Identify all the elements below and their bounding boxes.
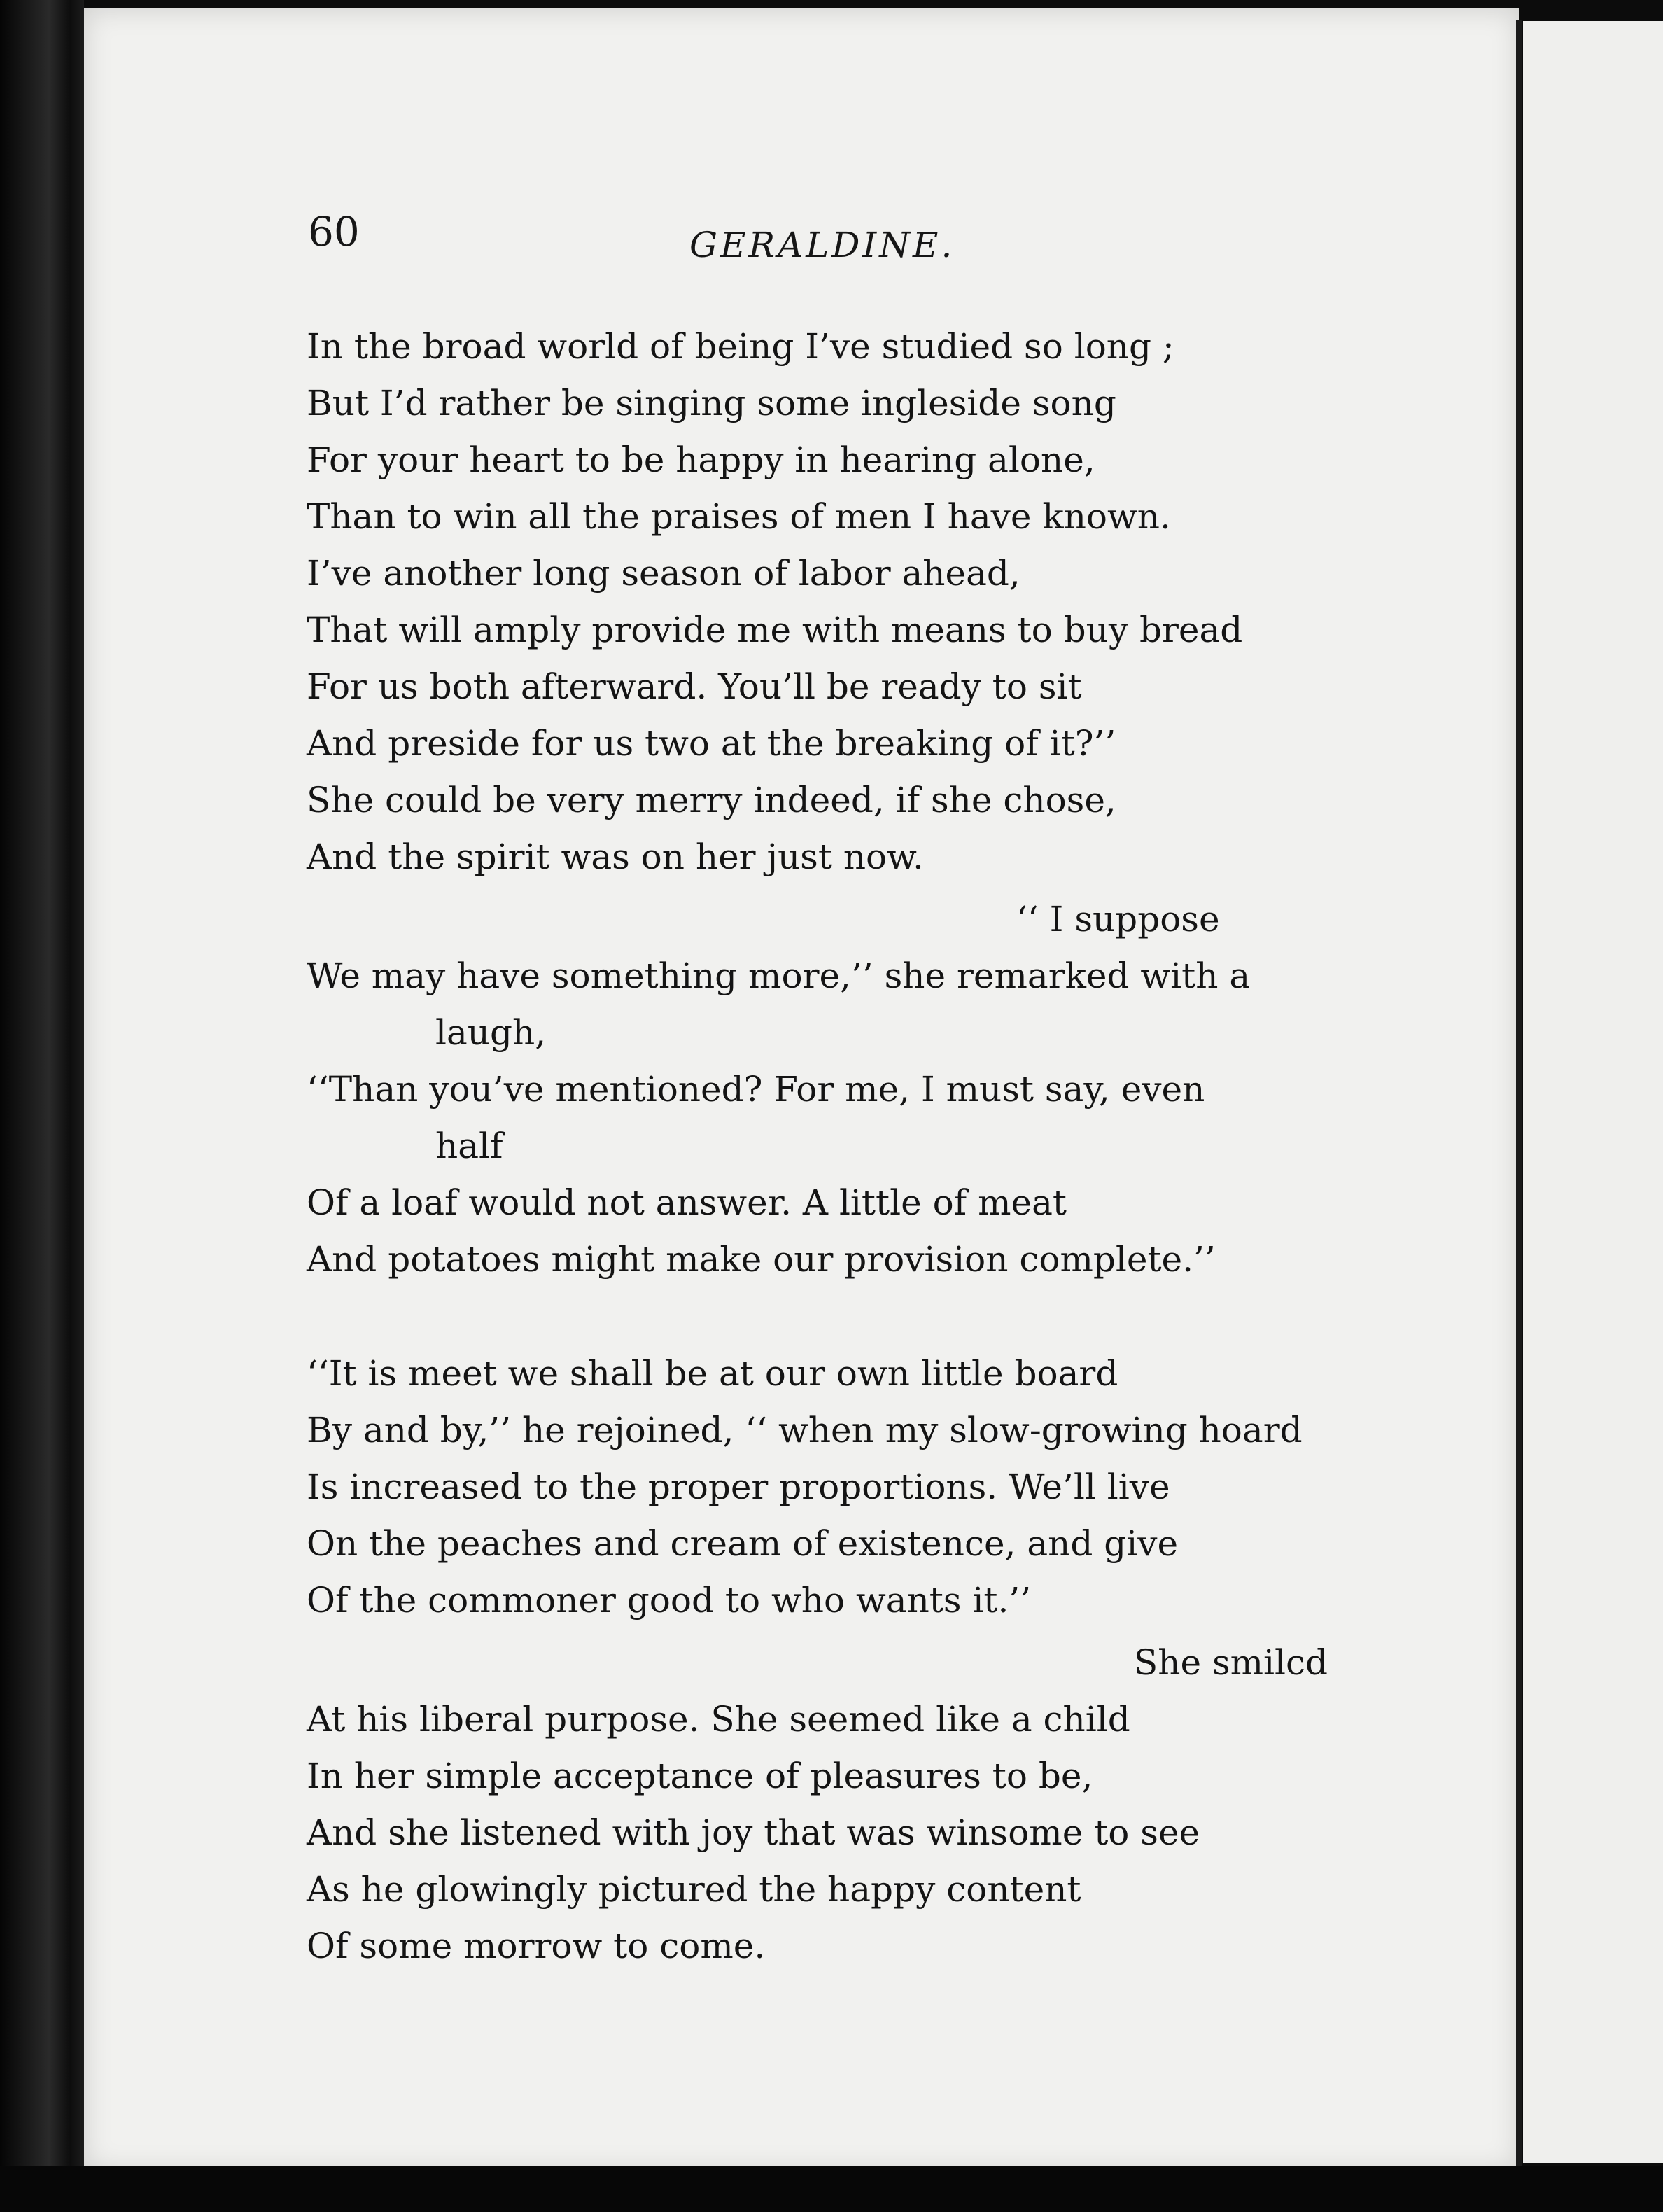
poem-line: She could be very merry indeed, if she chose,	[307, 780, 1116, 820]
poem-line: ‘‘It is meet we shall be at our own little board	[307, 1353, 1118, 1394]
poem-line: ‘‘ I suppose	[1016, 899, 1220, 939]
poem-line: For us both afterward. You’ll be ready to sit	[307, 666, 1082, 707]
poem-line: laugh,	[435, 1012, 547, 1053]
poem-line: At his liberal purpose. She seemed like a child	[307, 1699, 1130, 1740]
poem-line: And the spirit was on her just now.	[307, 836, 924, 877]
poem-line: Than to win all the praises of men I have known.	[307, 496, 1171, 537]
poem-line: That will amply provide me with means to buy bread	[307, 610, 1243, 650]
poem-line: Of the commoner good to who wants it.’’	[307, 1580, 1032, 1620]
running-title: GERALDINE.	[689, 225, 955, 265]
poem-line: Of a loaf would not answer. A little of meat	[307, 1182, 1067, 1223]
page-number: 60	[308, 208, 360, 255]
poem-line: We may have something more,’’ she remarked with a	[307, 955, 1251, 996]
book-binding	[0, 0, 84, 2212]
poem-line: I’ve another long season of labor ahead,	[307, 553, 1020, 594]
scan-bottom-border	[0, 2166, 1663, 2212]
poem-line: As he glowingly pictured the happy content	[307, 1869, 1081, 1910]
poem-line: Is increased to the proper proportions. We’ll live	[307, 1466, 1170, 1507]
poem-line: By and by,’’ he rejoined, ‘‘ when my slow-growing hoard	[307, 1410, 1303, 1450]
poem-line: For your heart to be happy in hearing alone,	[307, 440, 1095, 480]
poem-line: She smilcd	[1134, 1642, 1328, 1683]
poem-line: And preside for us two at the breaking of it?’’	[307, 723, 1116, 764]
poem-line: Of some morrow to come.	[307, 1926, 766, 1966]
poem-line: half	[435, 1126, 503, 1166]
poem-line: And potatoes might make our provision complete.’’	[307, 1239, 1216, 1280]
poem-line: On the peaches and cream of existence, and give	[307, 1523, 1179, 1564]
poem-line: ‘‘Than you’ve mentioned? For me, I must say, even	[307, 1069, 1205, 1110]
facing-page-edge	[1523, 21, 1663, 2163]
page-edge	[1516, 20, 1522, 2169]
poem-line: In her simple acceptance of pleasures to be,	[307, 1756, 1093, 1796]
poem-line: But I’d rather be singing some ingleside song	[307, 383, 1116, 424]
poem-line: And she listened with joy that was winsome to see	[307, 1812, 1200, 1853]
poem-line: In the broad world of being I’ve studied so long ;	[307, 326, 1174, 367]
